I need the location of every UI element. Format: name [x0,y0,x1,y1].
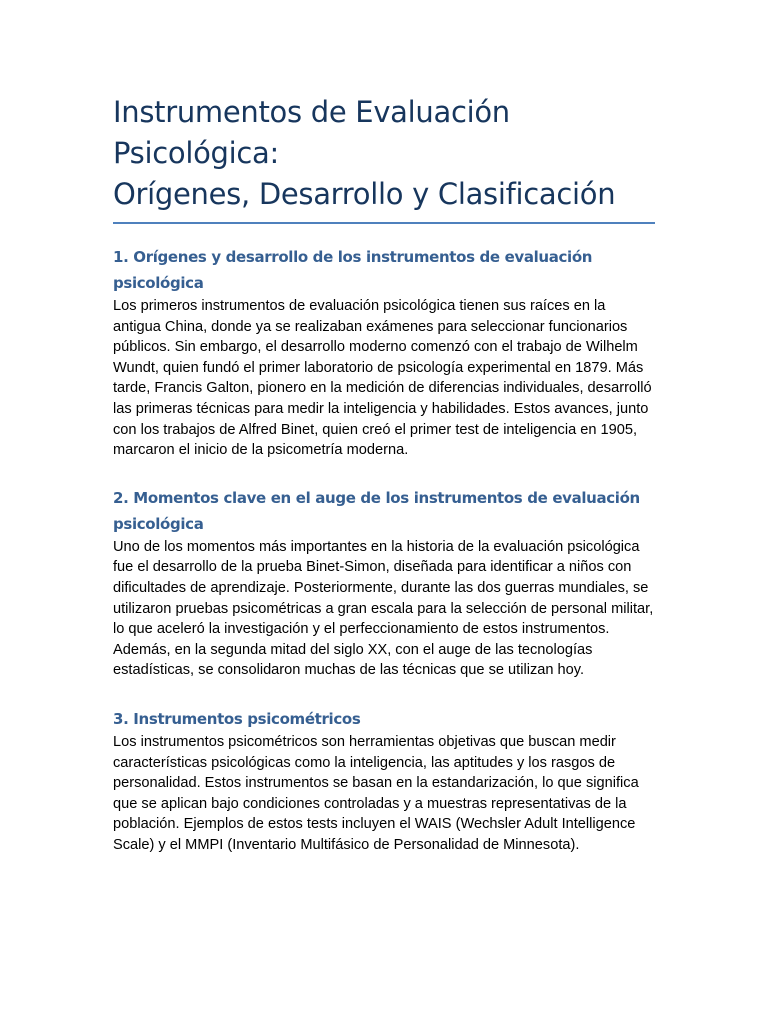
section-instrumentos-psicometricos [113,706,656,856]
document-title-line-2: Orígenes, Desarrollo y Clasificación [113,177,616,211]
document-title [113,92,656,215]
section-heading: 2. Momentos clave en el auge de los instrumentos de evaluación psicológica [113,488,640,533]
section-paragraph: Uno de los momentos más importantes en la historia de la evaluación psicológica fue el desarrollo de la prueba Binet-Simon, diseñada para identificar a niños con dificultades de aprendizaje. Posteriormente, durante las dos guerras mundiales, se utilizaron pruebas psicométricas a gran escala para la selección de personal militar, lo que aceleró la investigación y el perfeccionamiento de estos instrumentos. Además, en la segunda mitad del siglo XX, con el auge de las tecnologías estadísticas, se consolidaron muchas de las técnicas que se utilizan hoy. [113,538,654,679]
section-paragraph: Los instrumentos psicométricos son herramientas objetivas que buscan medir características psicológicas como la inteligencia, las aptitudes y los rasgos de personalidad. Estos instrumentos se basan en la estandarización, lo que significa que se aplican bajo condiciones controladas y a muestras representativas de la población. Ejemplos de estos tests incluyen el WAIS (Wechsler Adult Intelligence Scale) y el MMPI (Inventario Multifásico de Personalidad de Minnesota). [113,733,639,853]
section-heading: 1. Orígenes y desarrollo de los instrumentos de evaluación psicológica [113,248,593,292]
document-title-line-1: Instrumentos de Evaluación Psicológica: [113,95,510,170]
section-paragraph: Los primeros instrumentos de evaluación psicológica tienen sus raíces en la antigua China, donde ya se realizaban exámenes para seleccionar funcionarios públicos. Sin embargo, el desarrollo moderno comenzó con el trabajo de Wilhelm Wundt, quien fundó el primer laboratorio de psicología experimental en 1879. Más tarde, Francis Galton, pionero en la medición de diferencias individuales, desarrolló las primeras técnicas para medir la inteligencia y habilidades. Estos avances, junto con los trabajos de Alfred Binet, quien creó el primer test de inteligencia en 1905, marcaron el inicio de la psicometría moderna. [113,298,652,459]
title-underline [113,222,655,224]
document-page [113,92,656,855]
section-heading: 3. Instrumentos psicométricos [113,709,361,728]
section-momentos-clave [113,485,656,681]
section-origenes [113,244,656,461]
